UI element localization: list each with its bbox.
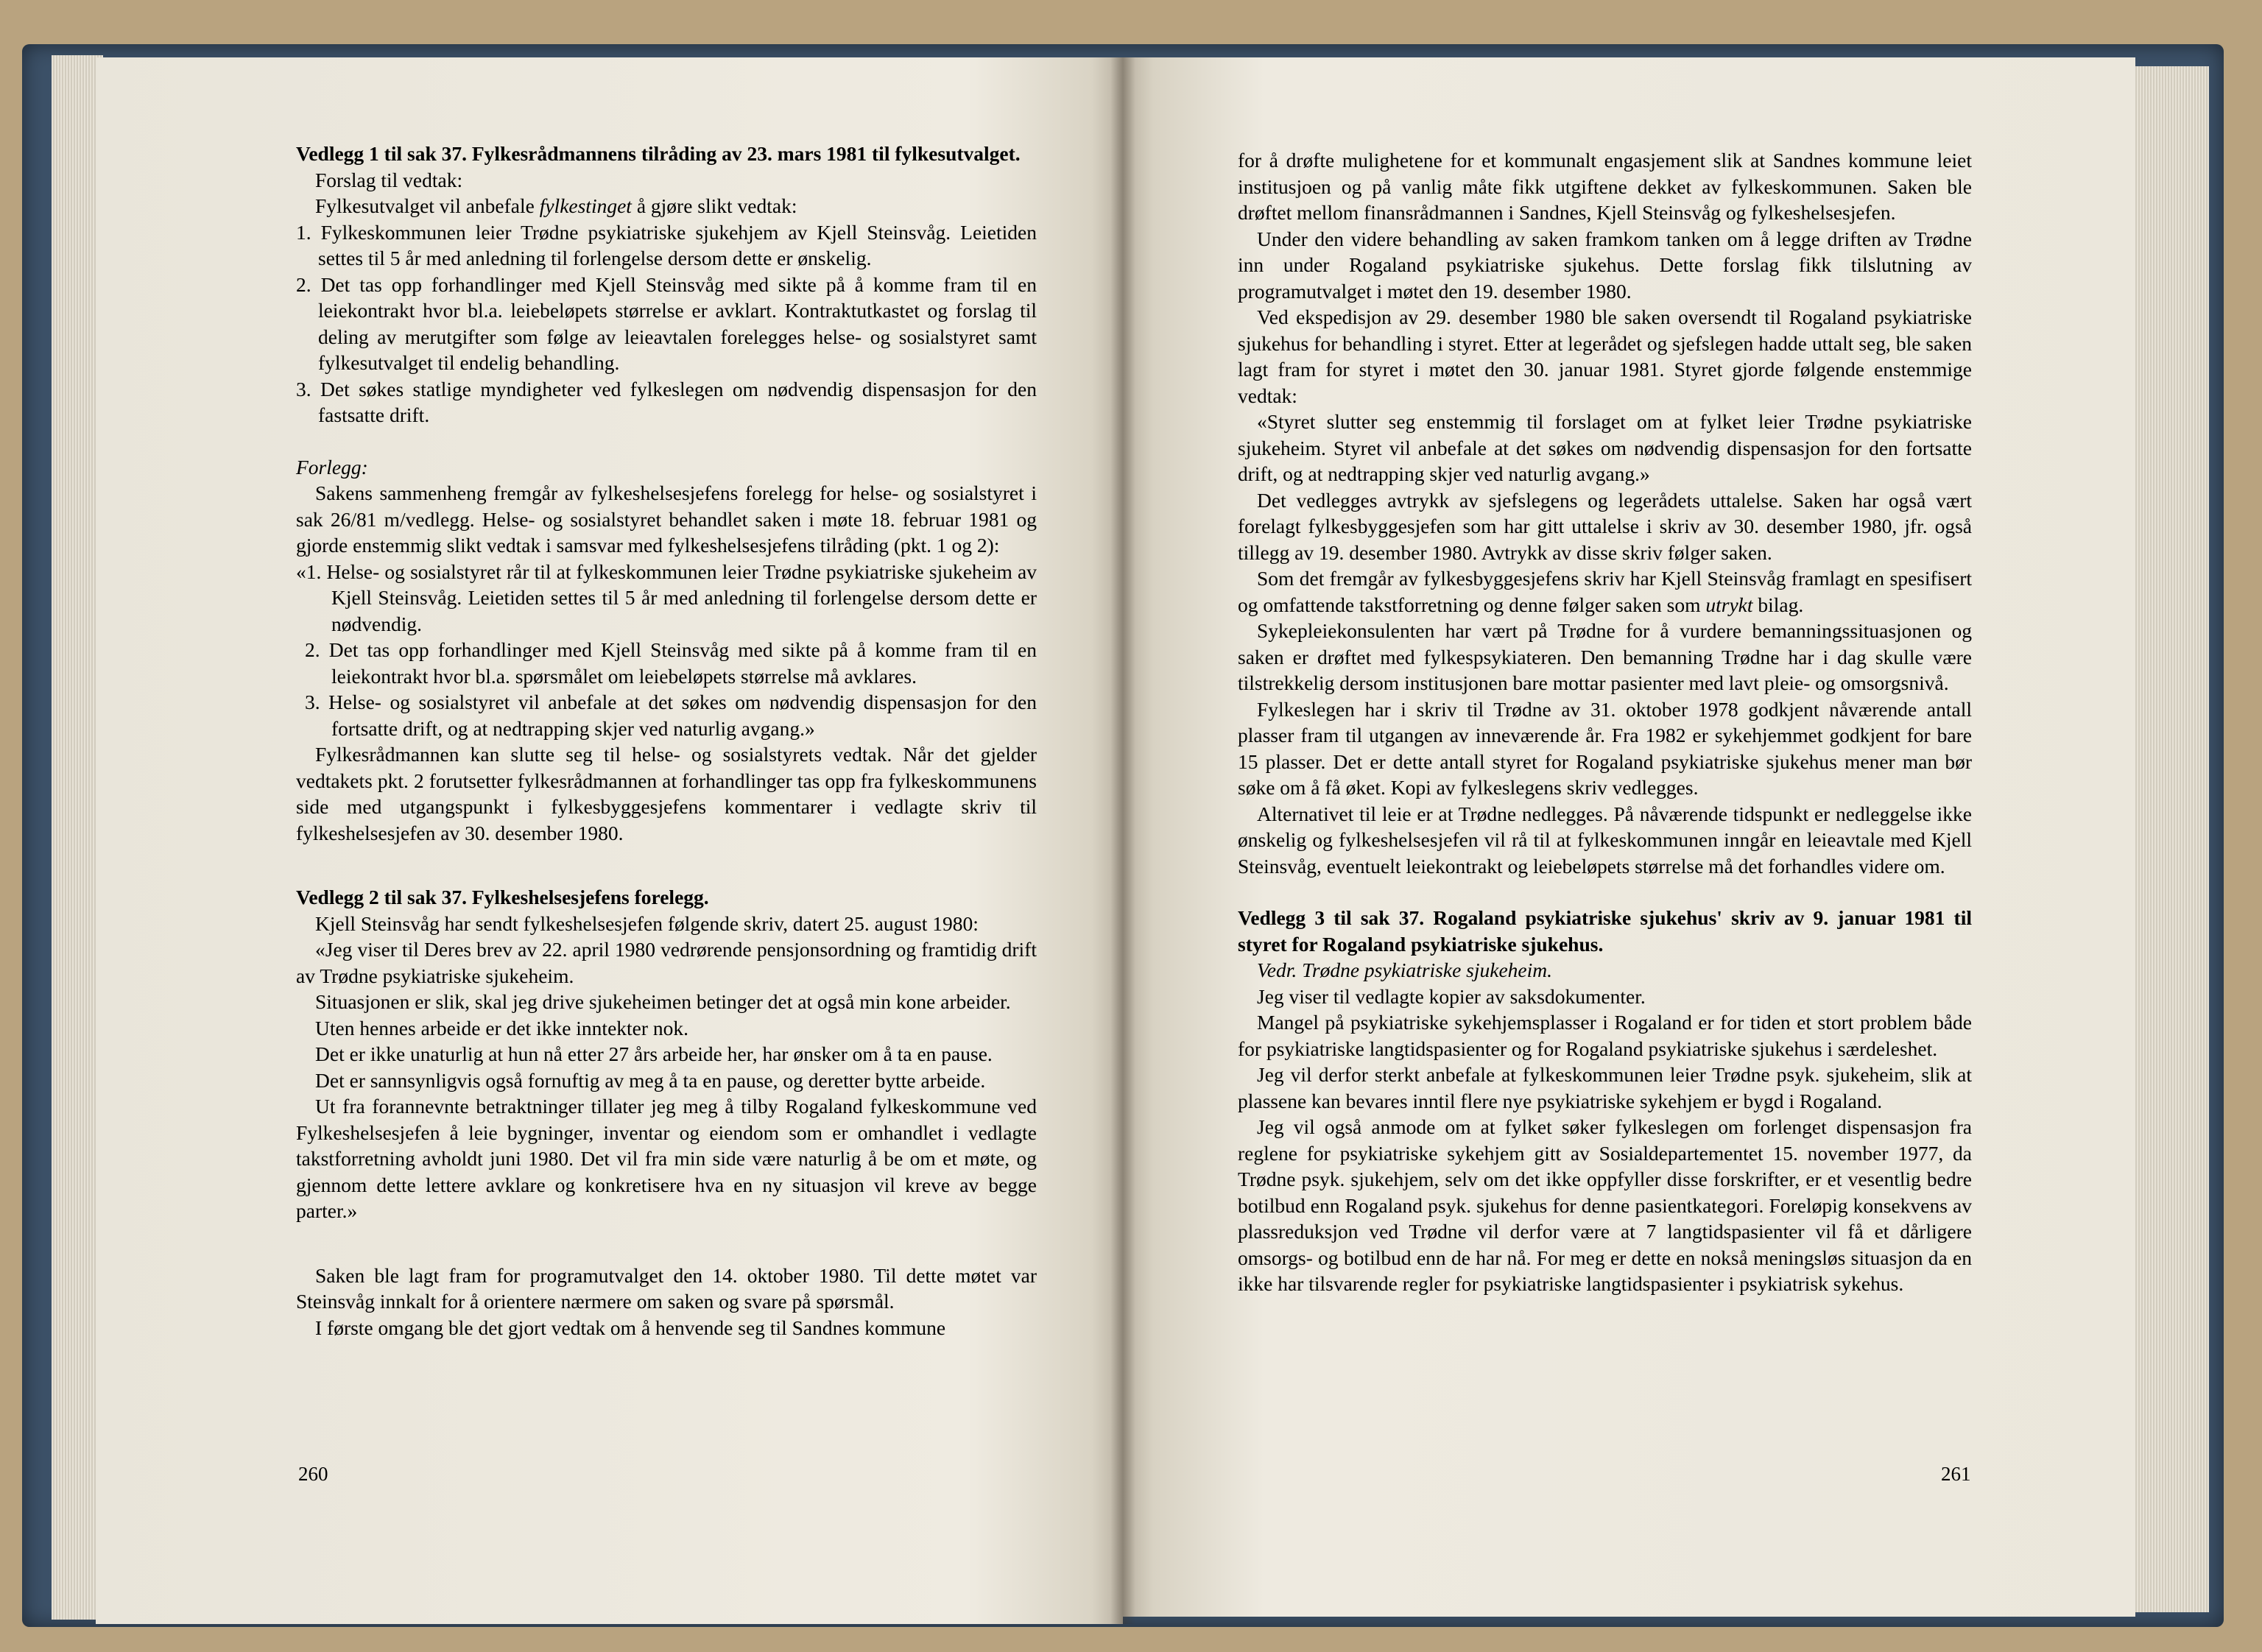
left-page-text-column [296,141,1037,1341]
paragraph: Fylkesrådmannen kan slutte seg til helse- og sosialstyrets vedtak. Når det gjelder vedtakets pkt. 2 forutsetter fylkesrådmannen at forhandlinger tas opp fra fylkeskommunens side med utgangspunkt i fylkesbyggesjefens kommentarer i vedlagte skriv til fylkeshelsesjefen av 30. desember 1980. [296,743,1037,844]
quoted-item: «1. Helse- og sosialstyret rår til at fylkeskommunen leier Trødne psykiatriske sjukeheim av Kjell Steinsvåg. Leietiden settes til 5 år med anledning til forlengelse dersom dette er nødvendig. [296,560,1037,635]
section-heading: Vedlegg 1 til sak 37. Fylkesrådmannens tilråding av 23. mars 1981 til fylkesutvalget. [296,142,1021,165]
paragraph [1238,565,1972,618]
paragraph: Jeg viser til vedlagte kopier av saksdokumenter. [1257,984,1646,1008]
numbered-item: 1. Fylkeskommunen leier Trødne psykiatriske sjukehjem av Kjell Steinsvåg. Leietiden settes til 5 år med anledning til forlengelse dersom dette er ønskelig. [296,220,1037,269]
emphasis-text: utrykt [1705,593,1753,616]
paragraph [296,193,1037,219]
italic-label: Forlegg: [296,455,368,479]
paragraph: «Styret slutter seg enstemmig til forslaget om at fylket leier Trødne psykiatriske sjukeheim. Styret vil anbefale at det søkes om nødvendig dispensasjon for den fortsatte drift, og at nedtrapping skjer ved naturlig avgang.» [1238,410,1972,485]
numbered-item: 2. Det tas opp forhandlinger med Kjell Steinsvåg med sikte på å komme fram til en leiekontrakt hvor bl.a. leiebeløpets størrelse er avklart. Kontraktutkastet og forslag til deling av merutgifter som følge av leieavtalen forelegges helse- og sosialstyret samt fylkesutvalget til endelig behandling. [296,272,1037,374]
paragraph: Forslag til vedtak: [315,168,463,191]
paragraph: Mangel på psykiatriske sykehjemsplasser i Rogaland er for tiden et stort problem både for psykiatriske langtidspasienter og for Rogaland psykiatriske sjukehus i særdeleshet. [1238,1011,1972,1060]
quoted-item: 3. Helse- og sosialstyret vil anbefale at det søkes om nødvendig dispensasjon for den fortsatte drift, og at nedtrapping skjer ved naturlig avgang.» [305,691,1037,740]
page-number-left: 260 [298,1463,328,1485]
numbered-item: 3. Det søkes statlige myndigheter ved fylkeslegen om nødvendig dispensasjon for den fastsatte drift. [296,377,1037,426]
paragraph: Uten hennes arbeide er det ikke inntekter nok. [315,1016,689,1039]
text-run: Fylkesutvalget vil anbefale [315,194,540,217]
paragraph: Alternativet til leie er at Trødne nedlegges. På nåværende tidspunkt er nedleggelse ikke ønskelig og fylkeshelsesjefen vil rå til at fylkeskommunen inngår en leieavtale med Kjell Steinsvåg, eventuelt leiekontrakt og leiebeløpets størrelse må det forhandles videre om. [1238,802,1972,878]
paragraph: Jeg vil derfor sterkt anbefale at fylkeskommunen leier Trødne psyk. sjukeheim, slik at plassene kan bevares inntil flere nye psykiatriske sykehjem er bygd i Rogaland. [1238,1063,1972,1112]
paragraph: Ut fra forannevnte betraktninger tillater jeg meg å tilby Rogaland fylkeskommune ved Fylkeshelsesjefen å leie bygninger, inventar og eiendom som er omhandlet i vedlagte takstforretning avholdt juni 1980. Det vil fra min side være naturlig å be om et møte, og gjennom dette lettere avklare og konkretisere hva en ny situasjon vil kreve av begge parter.» [296,1095,1037,1222]
paragraph: Det vedlegges avtrykk av sjefslegens og legerådets uttalelse. Saken har også vært forelagt fylkesbyggesjefen som har gitt uttalelse i skriv av 30. desember 1980, jfr. også tillegg av 19. desember 1980. Avtrykk av disse skriv følger saken. [1238,488,1972,564]
paragraph: Saken ble lagt fram for programutvalget den 14. oktober 1980. Til dette møtet var Steinsvåg innkalt for å orientere nærmere om saken og svare på spørsmål. [296,1263,1037,1313]
text-run: å gjøre slikt vedtak: [631,194,797,217]
quoted-item: 2. Det tas opp forhandlinger med Kjell Steinsvåg med sikte på å komme fram til en leiekontrakt hvor bl.a. spørsmålet om leiebeløpets størrelse må avklares. [305,638,1037,688]
text-run: Som det fremgår av fylkesbyggesjefens skriv har Kjell Steinsvåg framlagt en spesifisert og omfattende takstforretning og denne følger saken som [1238,567,1972,616]
section-heading: Vedlegg 3 til sak 37. Rogaland psykiatriske sjukehus' skriv av 9. januar 1981 til styret for Rogaland psykiatriske sjukehus. [1238,906,1972,956]
paragraph: I første omgang ble det gjort vedtak om å henvende seg til Sandnes kommune [315,1316,946,1339]
emphasis-text: fylkestinget [539,194,632,217]
paragraph: Situasjonen er slik, skal jeg drive sjukeheimen betinger det at også min kone arbeider. [315,990,1011,1013]
page-edges-right [2128,66,2209,1612]
paragraph: Sykepleiekonsulenten har vært på Trødne for å vurdere bemanningssituasjonen og saken er drøftet med fylkespsykiateren. Den bemanning Trødne har i dag skulle være tilstrekkelig dersom institusjonen bare mottar pasienter med lavt pleie- og omsorgsnivå. [1238,619,1972,694]
book-gutter [1110,57,1135,1624]
paragraph: Fylkeslegen har i skriv til Trødne av 31. oktober 1978 godkjent nåværende antall plasser fram til utgangen av inneværende år. Fra 1982 er sykehjemmet godkjent for bare 15 plasser. Det er dette antall styret for Rogaland psykiatriske sjukehus mener man bør søke om å få øket. Kopi av fylkeslegens skriv vedlegges. [1238,697,1972,799]
right-page-text-column [1238,147,1972,1297]
paragraph: Ved ekspedisjon av 29. desember 1980 ble saken oversendt til Rogaland psykiatriske sjukehus for behandling i styret. Etter at legerådet og sjefslegen hadde uttalt seg, ble saken lagt fram for styret i møtet den 30. januar 1981. Styret gjorde følgende enstemmige vedtak: [1238,306,1972,407]
paragraph: Jeg vil også anmode om at fylket søker fylkeslegen om forlenget dispensasjon fra reglene for psykiatriske sykehjem gitt av Sosialdepartementet 15. november 1977, da Trødne psyk. sjukehjem, selv om det ikke oppfyller disse forskrifter, er et vesentlig bedre botilbud enn Rogaland psyk. sjukehus for denne pasientkategori. Foreløpig konsekvens av plassreduksjon ved Trødne vil derfor være at 7 langtidspasienter vil få et dårligere omsorgs- og botilbud enn de har nå. For meg er dette en nokså meningsløs situasjon da en ikke har tilsvarende regler for psykiatriske langtidspasienter i psykiatrisk sykehus. [1238,1115,1972,1295]
section-heading: Vedlegg 2 til sak 37. Fylkeshelsesjefens forelegg. [296,886,709,908]
paragraph: Kjell Steinsvåg har sendt fylkeshelsesjefen følgende skriv, datert 25. august 1980: [315,911,979,935]
paragraph: for å drøfte mulighetene for et kommunalt engasjement slik at Sandnes kommune leiet institusjoen og på vanlig måte fikk utgiftene dekket av fylkeskommunen. Saken ble drøftet mellom finansrådmannen i Sandnes, Kjell Steinsvåg og fylkeshelsesjefen. [1238,149,1972,224]
text-run: bilag. [1752,593,1804,616]
paragraph: Det er sannsynligvis også fornuftig av meg å ta en pause, og deretter bytte arbeide. [315,1068,986,1092]
paragraph: Det er ikke unaturlig at hun nå etter 27 års arbeide her, har ønsker om å ta en pause. [315,1042,993,1065]
page-number-right: 261 [1941,1463,1971,1485]
italic-label: Vedr. Trødne psykiatriske sjukeheim. [1257,959,1552,981]
paragraph: «Jeg viser til Deres brev av 22. april 1980 vedrørende pensjonsordning og framtidig drift av Trødne psykiatriske sjukeheim. [296,938,1037,987]
paragraph: Sakens sammenheng fremgår av fylkeshelsesjefens forelegg for helse- og sosialstyret i sak 26/81 m/vedlegg. Helse- og sosialstyret behandlet saken i møte 18. februar 1981 og gjorde enstemmig slikt vedtak i samsvar med fylkeshelsesjefens tilråding (pkt. 1 og 2): [296,481,1037,557]
paragraph: Under den videre behandling av saken framkom tanken om å legge driften av Trødne inn under Rogaland psykiatriske sjukehus. Dette forslag fikk tilslutning av programutvalget i møtet den 19. desember 1980. [1238,227,1972,303]
